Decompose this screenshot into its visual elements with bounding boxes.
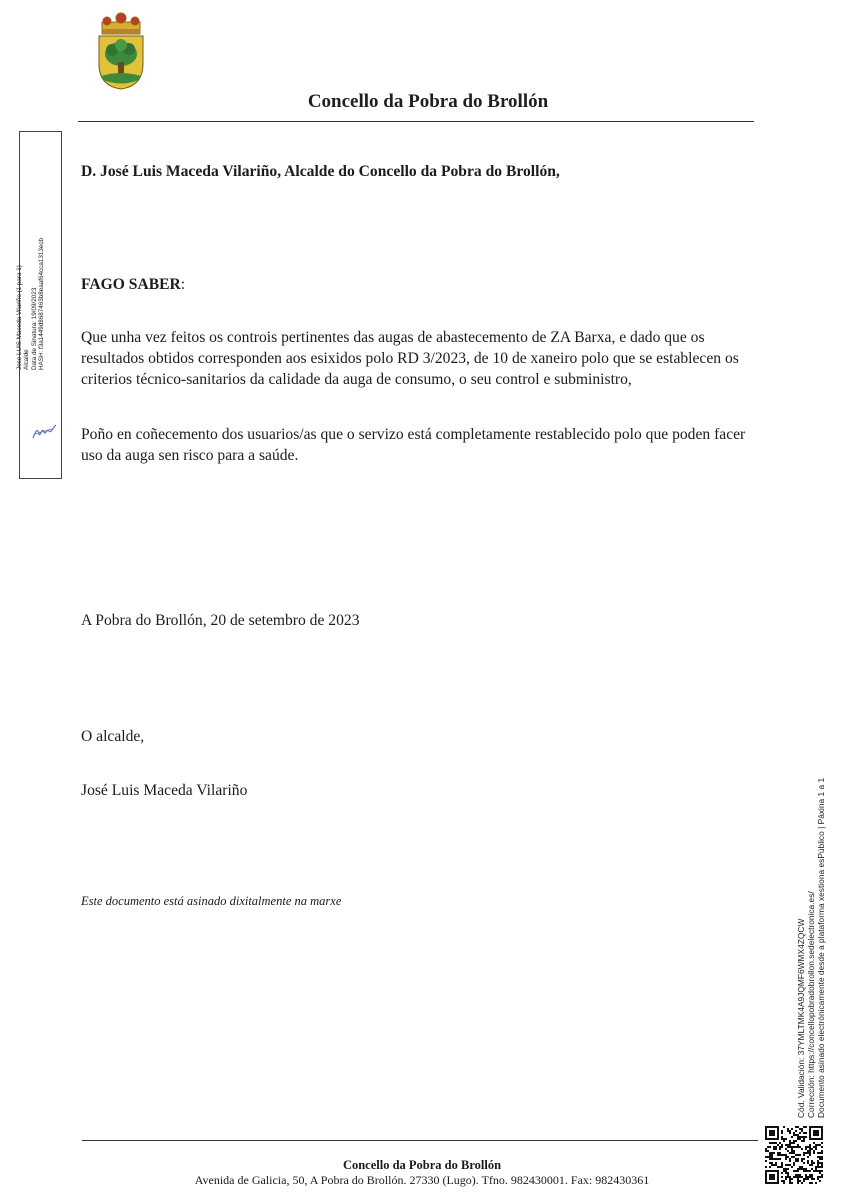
qr-code-icon	[765, 1126, 823, 1184]
signature-panel-text	[16, 130, 46, 370]
signature-line: Jose LUIS Maceda Vilariño (1 para 1)	[16, 265, 23, 370]
validation-code: Cód. Validación: 37YMLTMK4A9JQMF6WMX4ZQCW	[796, 918, 806, 1118]
paragraph-water-controls: Que unha vez feitos os controis pertinentes das augas de abastecemento de ZA Barxa, e dado que os resultados obtidos corresponden aos esixidos polo RD 3/2023, de 10 de xaneiro polo que se establecen os criterios técnico-sanitarios da calidade da auga de consumo, o seu control e subministro,	[81, 329, 739, 388]
closing-title: O alcalde,	[81, 728, 145, 745]
header-title	[0, 91, 844, 113]
validation-platform: Documento asinado electrónicamente desde a plataforma xestiona esPúblico | Páxina 1 a 1	[816, 777, 826, 1118]
signature-line: Alcalde	[23, 349, 31, 370]
signature-line: Data de Sinatura: 19/09/2023	[30, 287, 38, 370]
header-divider	[78, 121, 754, 122]
signer-name: José Luis Maceda Vilariño	[81, 782, 248, 799]
paragraph-service-restored: Poño en coñecemento dos usuarios/as que o servizo está completamente restablecido polo que poden facer uso da auga sen risco para a saúde.	[81, 426, 746, 464]
digital-signature-note: Este documento está asinado dixitalmente na marxe	[81, 894, 342, 908]
header-title-text: Concello da Pobra do Brollón	[307, 91, 549, 112]
signature-line: HASH: f3a1449d8687463b8eaaf64cca1313ecb	[38, 238, 46, 370]
validation-url: Corrección: https://concellopobradobrollon.sedelectronica.es/	[806, 891, 816, 1118]
fago-saber	[81, 274, 185, 295]
fago-saber-colon: :	[180, 276, 186, 293]
fago-saber-label: FAGO SABER	[81, 276, 181, 293]
footer-title	[0, 1158, 844, 1173]
footer-address-text: Avenida de Galicia, 50, A Pobra do Brollón. 27330 (Lugo). Tfno. 982430001. Fax: 982430361	[194, 1173, 650, 1187]
municipal-crest-logo	[93, 12, 149, 90]
place-and-date: A Pobra do Brollón, 20 de setembro de 2023	[81, 612, 360, 629]
footer-address	[0, 1173, 844, 1188]
footer-divider	[82, 1140, 758, 1141]
footer-title-text: Concello da Pobra do Brollón	[342, 1158, 502, 1172]
handwritten-signature-image	[30, 420, 58, 442]
validation-text	[796, 738, 826, 1118]
document-heading: D. José Luis Maceda Vilariño, Alcalde do Concello da Pobra do Brollón,	[81, 163, 560, 180]
